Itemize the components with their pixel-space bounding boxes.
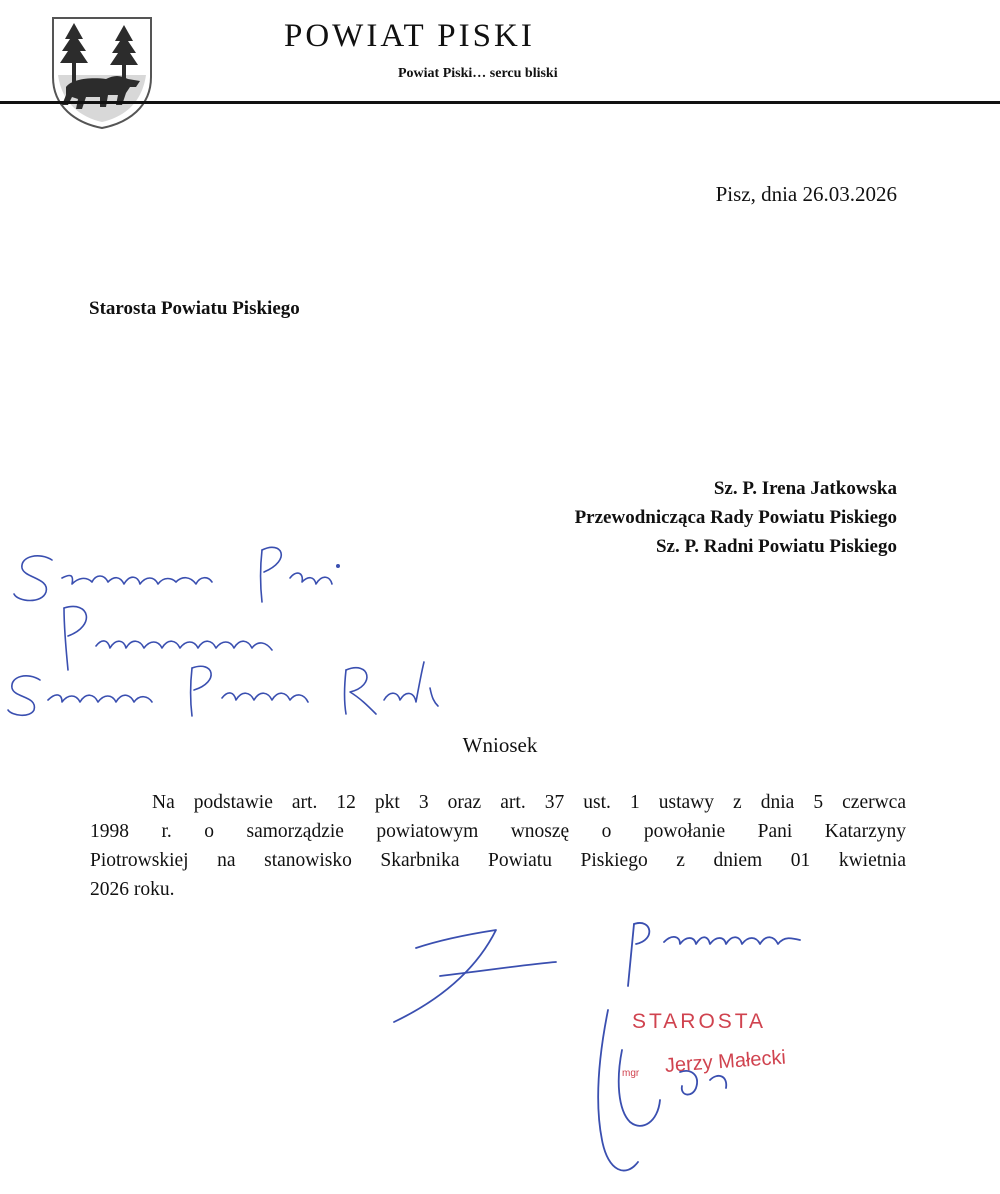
- coat-of-arms-icon: [50, 15, 154, 131]
- sender: Starosta Powiatu Piskiego: [89, 298, 300, 319]
- stamp-title: STAROSTA: [632, 1010, 767, 1033]
- header-motto: Powiat Piski… sercu bliski: [398, 66, 558, 81]
- handwritten-salutation: [0, 520, 470, 720]
- header-divider: [0, 101, 1000, 104]
- addressee-line: Przewodnicząca Rady Powiatu Piskiego: [574, 507, 897, 528]
- date-line: Pisz, dnia 26.03.2026: [715, 182, 897, 206]
- addressee-line: Sz. P. Irena Jatkowska: [713, 478, 897, 499]
- document-title: Wniosek: [462, 733, 538, 757]
- addressee-block: [575, 474, 897, 561]
- body-line: Na podstawie art. 12 pkt 3 oraz art. 37 ust. 1 ustawy z dnia 5 czerwca: [152, 792, 906, 813]
- body-line: 1998 r. o samorządzie powiatowym wnoszę o powołanie Pani Katarzyny: [90, 821, 906, 842]
- body-line: Piotrowskiej na stanowisko Skarbnika Powiatu Piskiego z dniem 01 kwietnia: [90, 850, 906, 871]
- body-line: 2026 roku.: [90, 879, 175, 900]
- header-title: POWIAT PISKI: [284, 18, 535, 54]
- stamp-prefix: mgr: [622, 1068, 640, 1079]
- letter-body: [90, 788, 906, 904]
- addressee-line: Sz. P. Radni Powiatu Piskiego: [655, 536, 897, 557]
- stamp-name: Jerzy Małecki: [664, 1046, 787, 1077]
